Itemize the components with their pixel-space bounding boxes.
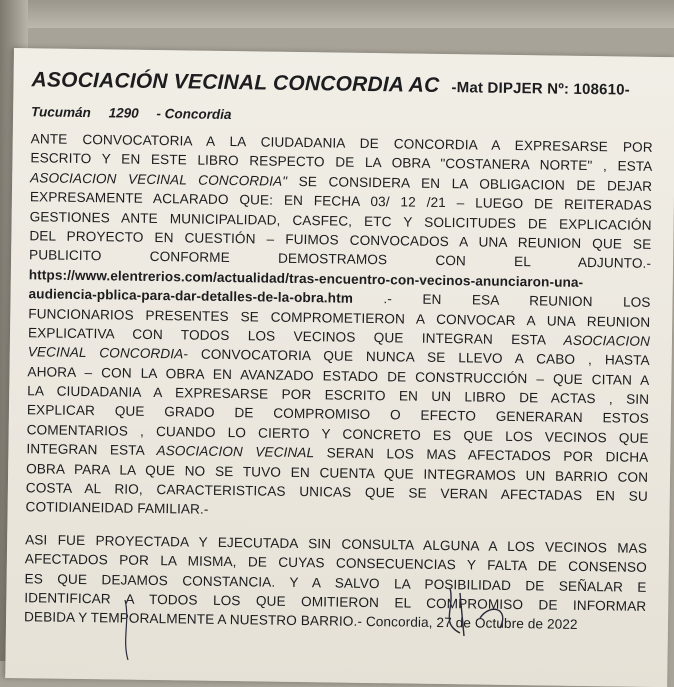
document-content xyxy=(24,68,654,635)
background-top xyxy=(0,0,674,28)
address-street: Tucumán xyxy=(31,104,91,121)
text-line: ESCRITO Y EN ESTE LIBRO RESPECTO DE LA OBRA "COSTANERA NORTE" , ESTA xyxy=(30,150,653,175)
text-line: PUBLICITO CONFORME DEMOSTRAMOS CON EL ADJUNTO.- xyxy=(29,247,652,272)
paragraph-1 xyxy=(25,129,652,525)
text-line: AFECTADOS POR LA MISMA, DE CUYAS CONSECUENCIAS Y FALTA DE CONSENSO xyxy=(24,551,647,576)
handwritten-signature xyxy=(430,578,550,638)
text-line: COTIDIANEIDAD FAMILIAR.- xyxy=(25,499,209,518)
text-line: COSTA AL RIO, CARACTERISTICAS UNICAS QUE SE VERAN AFECTADAS EN SU xyxy=(25,480,648,504)
text-line: LA CIUDADANIA A EXPRESARSE POR ESCRITO EN UN LIBRO DE ACTAS , SIN xyxy=(27,383,650,407)
text-line: EXPRESAMENTE ACLARADO QUE: EN FECHA 03/ 12 /21 – LUEGO DE REITERADAS xyxy=(29,189,652,214)
text-line: ES QUE DEJAMOS CONSTANCIA. Y A SALVO LA POSIBILIDAD DE SEÑALAR E xyxy=(24,570,647,595)
text-line: EXPLICAR QUE GRADO DE COMPROMISO O EFECTO GENERARAN ESTOS xyxy=(26,402,649,427)
document-title xyxy=(31,68,653,101)
text-line: VECINAL CONCORDIA- CONVOCATORIA QUE NUNCA SE LLEVO A CABO , HASTA xyxy=(27,344,650,369)
closing-line: DEBIDA Y TEMPORALMENTE A NUESTRO BARRIO.- Concordia, 27 de Octubre de 2022 xyxy=(23,609,578,633)
registration-number: -Mat DIPJER Nº: 108610- xyxy=(451,79,631,99)
text-line: ANTE CONVOCATORIA A LA CIUDADANIA DE CONCORDIA A EXPRESARSE POR xyxy=(30,131,653,155)
text-line: AHORA – CON LA OBRA EN AVANZADO ESTADO DE CONSTRUCCIÓN – QUE CITAN A xyxy=(27,363,650,388)
text-line: OBRA PARA LA QUE NO SE TUVO EN CUENTA QUE INTEGRAMOS UN BARRIO CON xyxy=(26,460,649,485)
document-page xyxy=(5,48,674,687)
text-line: ASOCIACION VECINAL CONCORDIA" SE CONSIDERA EN LA OBLIGACION DE DEJAR xyxy=(30,170,653,194)
text-line: GESTIONES ANTE MUNICIPALIDAD, CASFEC, ETC Y SOLICITUDES DE EXPLICACIÓN xyxy=(29,208,652,233)
text-line: FUNCIONARIOS PRESENTES SE COMPROMETIERON A CONVOCAR A UNA REUNION xyxy=(28,305,651,330)
text-line: IDENTIFICAR A TODOS LOS QUE OMITIERON EL COMPROMISO DE INFORMAR xyxy=(24,590,647,614)
address-city: - Concordia xyxy=(156,105,232,123)
association-name: ASOCIACIÓN VECINAL CONCORDIA AC xyxy=(31,68,440,97)
address xyxy=(31,104,653,128)
text-line: EXPLICATIVA CON TODOS LOS VECINOS QUE INTEGRAN ESTA ASOCIACION xyxy=(27,325,651,349)
handwritten-mark xyxy=(120,600,140,660)
article-link[interactable]: https://www.elentrerios.com/actualidad/tras-encuentro-con-vecinos-anunciaron-una- xyxy=(28,266,584,290)
text-line: INTEGRAN ESTA ASOCIACION VECINAL SERAN LOS MAS AFECTADOS POR DICHA xyxy=(26,441,649,466)
text-line: DEL PROYECTO EN CUESTIÓN – FUIMOS CONVOCADOS A UNA REUNION QUE SE xyxy=(29,228,652,252)
text-line: ASI FUE PROYECTADA Y EJECUTADA SIN CONSULTA ALGUNA A LOS VECINOS MAS xyxy=(25,532,648,556)
text-line: audiencia-pblica-para-dar-detalles-de-la-obra.htm .- EN ESA REUNION LOS xyxy=(28,286,651,311)
text-line: COMENTARIOS , CUANDO LO CIERTO Y CONCRETO ES QUE LOS VECINOS QUE xyxy=(26,422,649,446)
article-link-continued[interactable]: audiencia-pblica-para-dar-detalles-de-la-obra.htm xyxy=(28,286,354,306)
paragraph-2 xyxy=(24,530,647,636)
address-number: 1290 xyxy=(108,105,139,121)
